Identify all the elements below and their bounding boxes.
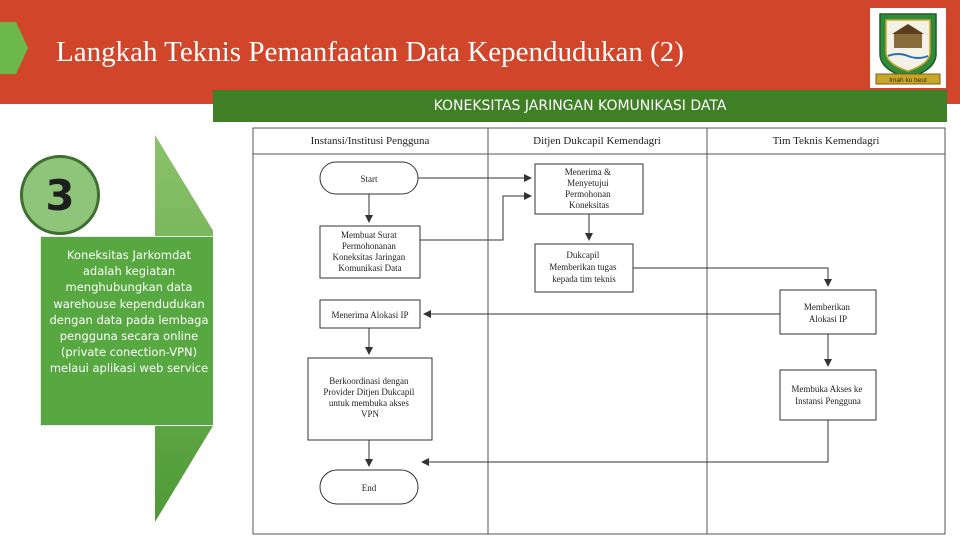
swimlane-flowchart bbox=[213, 122, 947, 536]
open-access-node bbox=[780, 370, 876, 420]
start-label: Start bbox=[360, 174, 378, 184]
step-number-badge: 3 bbox=[20, 155, 100, 235]
receive-ip-label: Menerima Alokasi IP bbox=[331, 310, 409, 320]
section-banner: KONEKSITAS JARINGAN KOMUNIKASI DATA bbox=[213, 90, 947, 122]
lane-header-tim-teknis: Tim Teknis Kemendagri bbox=[772, 135, 880, 147]
approve-request-label: Menerima & Menyetujui Permohonan Koneksitas bbox=[564, 167, 611, 210]
logo-motto: Imah ku beut bbox=[889, 77, 927, 84]
allocate-ip-label: Memberikan Alokasi IP bbox=[803, 302, 850, 324]
open-access-label: Membuka Akses ke Instansi Pengguna bbox=[791, 384, 863, 406]
lane-header-instansi: Instansi/Institusi Pengguna bbox=[310, 135, 430, 147]
page-title: Langkah Teknis Pemanfaatan Data Kependudukan (2) bbox=[56, 36, 684, 68]
create-letter-label: Membuat Surat Permohonanan Koneksitas Jaringan Komunikasi Data bbox=[332, 230, 406, 273]
step-description: Koneksitas Jarkomdat adalah kegiatan menghubungkan data warehouse kependudukan dengan data pada lembaga pengguna secara online (private conection-VPN) melaui aplikasi web service bbox=[40, 236, 218, 426]
lane-header-ditjen: Ditjen Dukcapil Kemendagri bbox=[533, 135, 661, 147]
end-label: End bbox=[361, 483, 377, 493]
allocate-ip-node bbox=[780, 290, 876, 334]
assign-team-label: Dukcapil Memberikan tugas kepada tim teknis bbox=[549, 250, 617, 284]
coordinate-vpn-label: Berkoordinasi dengan Provider Ditjen Dukcapil untuk membuka akses VPN bbox=[323, 376, 415, 419]
